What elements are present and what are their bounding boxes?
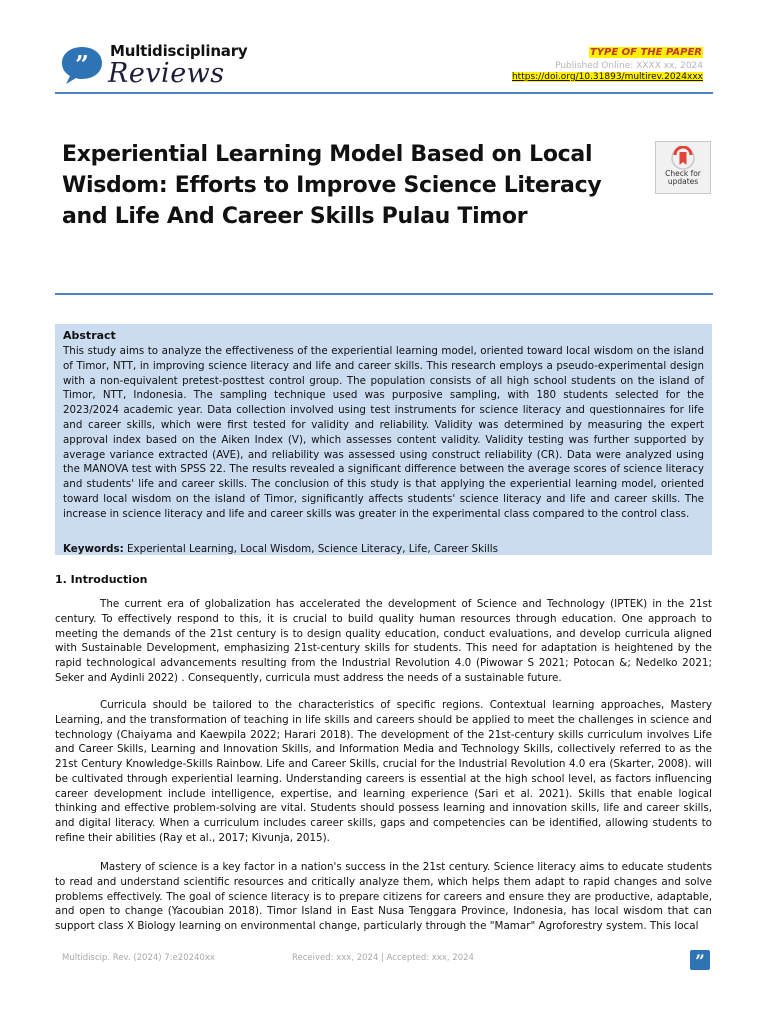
keywords-text: Experiental Learning, Local Wisdom, Science Literacy, Life, Career Skills (123, 543, 498, 555)
check-for-updates-label: Check for updates (665, 169, 701, 186)
bookmark-icon (671, 146, 695, 170)
paragraph-2: Curricula should be tailored to the characteristics of specific regions. Contextual learning approaches, Mastery Learning, and the transformation of teaching in life skills and careers should be applied to meet the challenges in science and technology (Chaiyama and Kaewpila 2022; Harari 2018). The development of the 21st-century skills curriculum involves Life and Career Skills, Learning and Innovation Skills, and Information Media and Technology Skills, collectively referred to as the 21st Century Knowledge-Skills Rainbow. Life and Career Skills, crucial for the Industrial Revolution 4.0 era (Skarter, 2008). will be cultivated through experiential learning. Understanding careers is essential at the high school level, as factors influencing career development include intelligence, expertise, and learning experience (Sari et al. 2021). Skills that enable logical thinking and effective problem-solving are vital. Students should possess learning and innovation skills, life and career skills, and digital literacy. When a curriculum includes career skills, gaps and competencies can be identified, allowing students to refine their abilities (Ray et al., 2017; Kivunja, 2015). (55, 699, 712, 844)
abstract-text: This study aims to analyze the effectiveness of the experiential learning model, oriented toward local wisdom on the island of Timor, NTT, in improving science literacy and life and career skills. This research employs a pseudo-experimental design with a non-equivalent pretest-posttest control group. The population consists of all high school students on the island of Timor, NTT, Indonesia. The sampling technique used was purposive sampling, with 180 students selected for the 2023/2024 academic year. Data collection involved using test instruments for science literacy and questionnaires for life and career skills, which were first tested for validity and reliability. Validity was determined by measuring the expert approval index based on the Aiken Index (V), which assesses content validity. Validity testing was further supported by average variance extracted (AVE), and reliability was assessed using construct reliability (CR). Data were analyzed using the MANOVA test with SPSS 22. The results revealed a significant difference between the average scores of science literacy and students' life and career skills. The conclusion of this study is that applying the experiential learning model, oriented toward local wisdom on the island of Timor, significantly affects students' science literacy and life and career skills. The increase in science literacy and life and career skills was greater in the experimental class compared to the control class. (63, 345, 704, 520)
svg-text:”: ” (695, 952, 705, 970)
journal-logo-icon (60, 45, 104, 85)
article-title: Experiential Learning Model Based on Local Wisdom: Efforts to Improve Science Literacy and Life And Career Skills Pulau Timor (62, 142, 602, 229)
footer-dates: Received: xxx, 2024 | Accepted: xxx, 2024 (292, 953, 474, 963)
doi-link[interactable]: https://doi.org/10.31893/multirev.2024xxx (511, 72, 703, 82)
footer-citation: Multidiscip. Rev. (2024) 7:e20240xx (62, 953, 215, 963)
abstract-heading: Abstract (63, 329, 116, 342)
svg-text:”: ” (75, 50, 89, 79)
title-rule (55, 293, 713, 295)
abstract-box (55, 324, 712, 555)
check-for-updates-badge[interactable] (655, 141, 711, 194)
quote-icon (690, 950, 710, 970)
keywords-line (63, 542, 704, 555)
paragraph-1: The current era of globalization has accelerated the development of Science and Technology (IPTEK) in the 21st century. To effectively respond to this, it is crucial to build quality human resources through education. One approach to meeting the demands of the 21st century is to design quality education, conduct evaluations, and develop curricula aligned with Sustainable Development, emphasizing 21st-century skills for students. This need for adaptation is heightened by the rapid technological advancements resulting from the Industrial Revolution 4.0 (Piwowar S 2021; Potocan &; Nedelko 2021; Seker and Aydinli 2022) . Consequently, curricula must address the needs of a sustainable future. (55, 598, 712, 684)
keywords-label: Keywords: (63, 543, 124, 555)
header-rule (55, 92, 713, 94)
paper-type-label: TYPE OF THE PAPER (589, 47, 702, 58)
section-heading: 1. Introduction (55, 573, 148, 586)
footer-logo-icon (690, 950, 710, 970)
journal-name-line1: Multidisciplinary (110, 42, 248, 60)
paragraph-3: Mastery of science is a key factor in a nation's success in the 21st century. Science literacy aims to educate students to read and understand scientific resources and critically analyze them, which helps them adapt to rapid changes and solve problems effectively. The goal of science literacy is to prepare citizens for careers and ensure they are productive, adaptable, and open to change (Yacoubian 2018). Timor Island in East Nusa Tenggara Province, Indonesia, has local wisdom that can support class X Biology learning on environmental change, particularly through the "Mamar" Agroforestry system. This local (55, 861, 712, 932)
published-date: Published Online: XXXX xx, 2024 (555, 61, 703, 71)
journal-name-line2: Reviews (108, 58, 225, 89)
